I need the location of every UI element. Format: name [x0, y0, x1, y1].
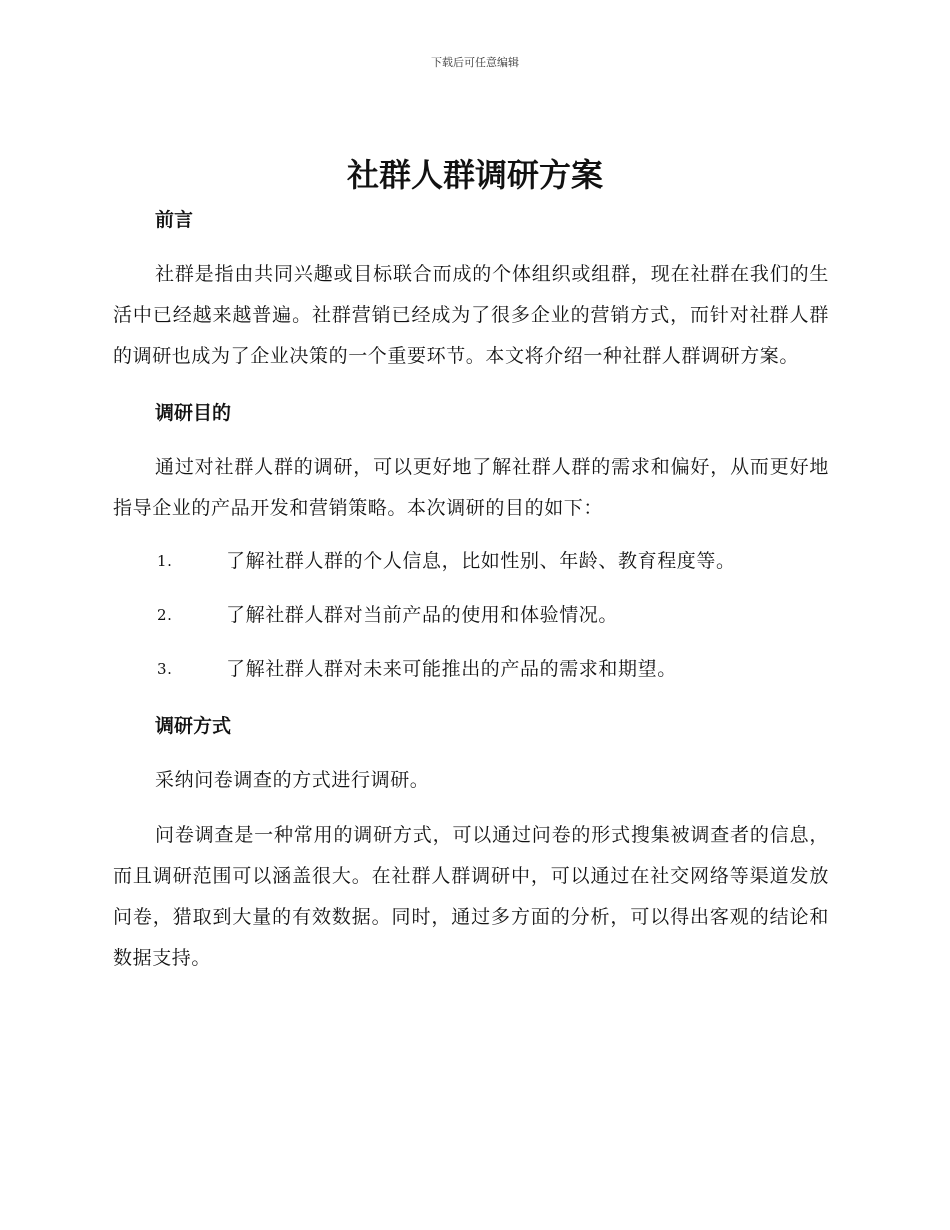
method-paragraph-1: 采纳问卷调查的方式进行调研。 [155, 769, 430, 791]
list-item-text: 了解社群人群的个人信息，比如性别、年龄、教育程度等。 [226, 550, 736, 572]
method-paragraph-2: 问卷调查是一种常用的调研方式，可以通过问卷的形式搜集被调查者的信息，而且调研范围可以涵盖很大。在社群人群调研中，可以通过在社交网络等渠道发放问卷，猎取到大量的有效数据。同时，通过多方面的分析，可以得出客观的结论和数据支持。 [113, 824, 829, 969]
header-note: 下载后可任意编辑 [431, 56, 519, 69]
list-item-number: 1. [157, 552, 173, 570]
document-body [113, 200, 829, 979]
list-item [113, 595, 829, 636]
list-item [113, 649, 829, 690]
list-item-text: 了解社群人群对未来可能推出的产品的需求和期望。 [226, 658, 677, 680]
section-heading-purpose: 调研目的 [155, 402, 232, 424]
list-item [113, 541, 829, 582]
list-item-number: 2. [157, 606, 173, 624]
list-item-number: 3. [157, 660, 173, 678]
list-item-text: 了解社群人群对当前产品的使用和体验情况。 [226, 604, 619, 626]
preface-paragraph: 社群是指由共同兴趣或目标联合而成的个体组织或组群，现在社群在我们的生活中已经越来越普遍。社群营销已经成为了很多企业的营销方式，而针对社群人群的调研也成为了企业决策的一个重要环节。本文将介绍一种社群人群调研方案。 [113, 263, 829, 367]
section-heading-method: 调研方式 [155, 715, 232, 737]
purpose-paragraph: 通过对社群人群的调研，可以更好地了解社群人群的需求和偏好，从而更好地指导企业的产品开发和营销策略。本次调研的目的如下： [113, 456, 829, 519]
document-title: 社群人群调研方案 [346, 156, 603, 194]
section-heading-preface: 前言 [155, 209, 194, 231]
